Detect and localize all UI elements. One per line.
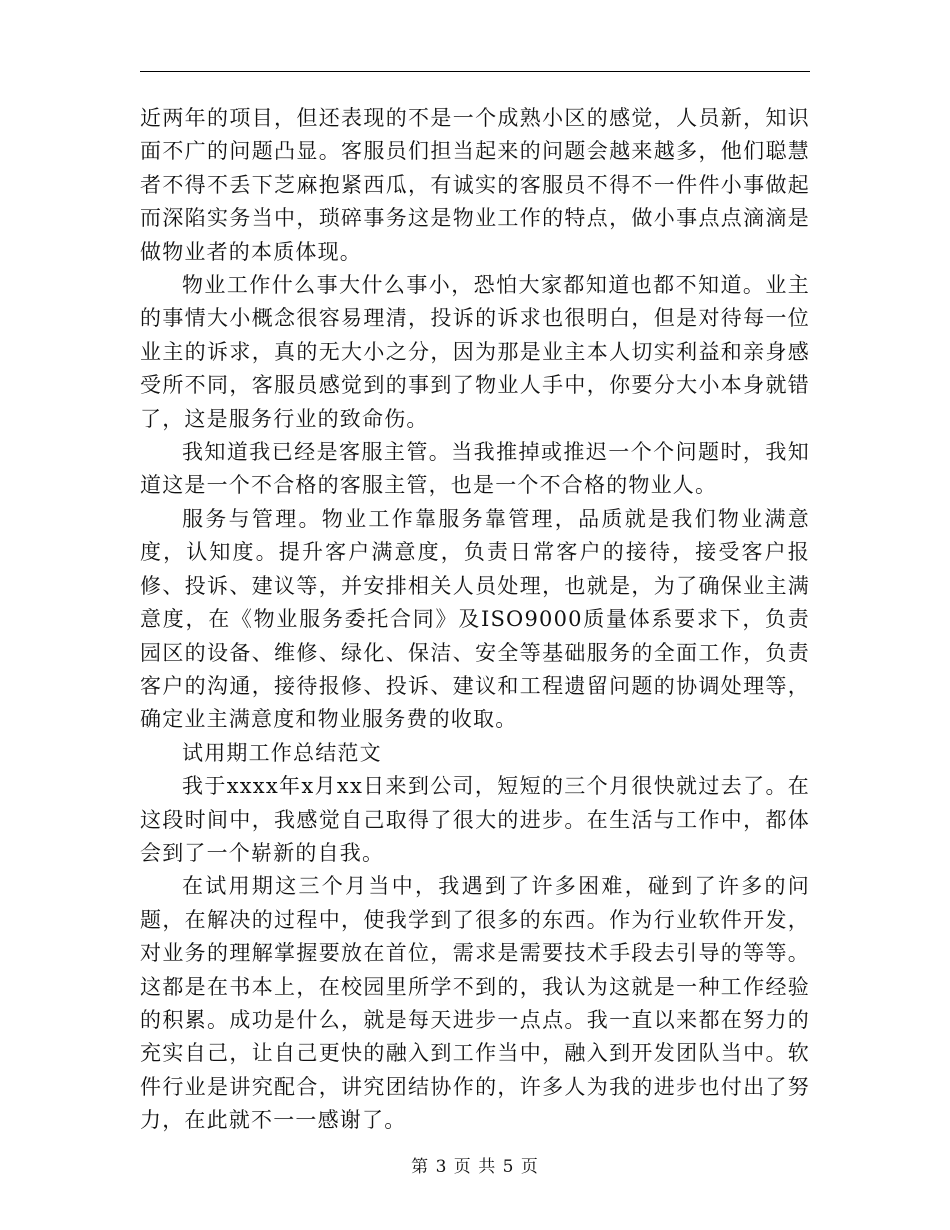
paragraph: 服务与管理。物业工作靠服务靠管理，品质就是我们物业满意度，认知度。提升客户满意度，负责日常客户的接待，接受客户报修、投诉、建议等，并安排相关人员处理，也就是，为了确保业主满意度，在《物业服务委托合同》及ISO9000质量体系要求下，负责园区的设备、维修、绿化、保洁、安全等基础服务的全面工作，负责客户的沟通，接待报修、投诉、建议和工程遗留问题的协调处理等，确定业主满意度和物业服务费的收取。 <box>140 506 810 732</box>
header-rule <box>140 71 810 72</box>
page-footer: 第 3 页 共 5 页 <box>411 1157 539 1177</box>
section-heading: 试用期工作总结范文 <box>182 740 382 765</box>
document-body <box>140 102 810 1138</box>
paragraph: 物业工作什么事大什么事小，恐怕大家都知道也都不知道。业主的事情大小概念很容易理清，投诉的诉求也很明白，但是对待每一位业主的诉求，真的无大小之分，因为那是业主本人切实利益和亲身感受所不同，客服员感觉到的事到了物业人手中，你要分大小本身就错了，这是服务行业的致命伤。 <box>140 273 810 431</box>
paragraph: 我于xxxx年x月xx日来到公司，短短的三个月很快就过去了。在这段时间中，我感觉自己取得了很大的进步。在生活与工作中，都体会到了一个崭新的自我。 <box>140 774 810 865</box>
paragraph: 在试用期这三个月当中，我遇到了许多困难，碰到了许多的问题，在解决的过程中，使我学到了很多的东西。作为行业软件开发，对业务的理解掌握要放在首位，需求是需要技术手段去引导的等等。这都是在书本上，在校园里所学不到的，我认为这就是一种工作经验的积累。成功是什么，就是每天进步一点点。我一直以来都在努力的充实自己，让自己更快的融入到工作当中，融入到开发团队当中。软件行业是讲究配合，讲究团结协作的，许多人为我的进步也付出了努力，在此就不一一感谢了。 <box>140 874 810 1133</box>
paragraph: 我知道我已经是客服主管。当我推掉或推迟一个个问题时，我知道这是一个不合格的客服主管，也是一个不合格的物业人。 <box>140 440 810 498</box>
paragraph-continued: 近两年的项目，但还表现的不是一个成熟小区的感觉，人员新，知识面不广的问题凸显。客服员们担当起来的问题会越来越多，他们聪慧者不得不丢下芝麻抱紧西瓜，有诚实的客服员不得不一件件小事做起而深陷实务当中，琐碎事务这是物业工作的特点，做小事点点滴滴是做物业者的本质体现。 <box>140 106 810 264</box>
